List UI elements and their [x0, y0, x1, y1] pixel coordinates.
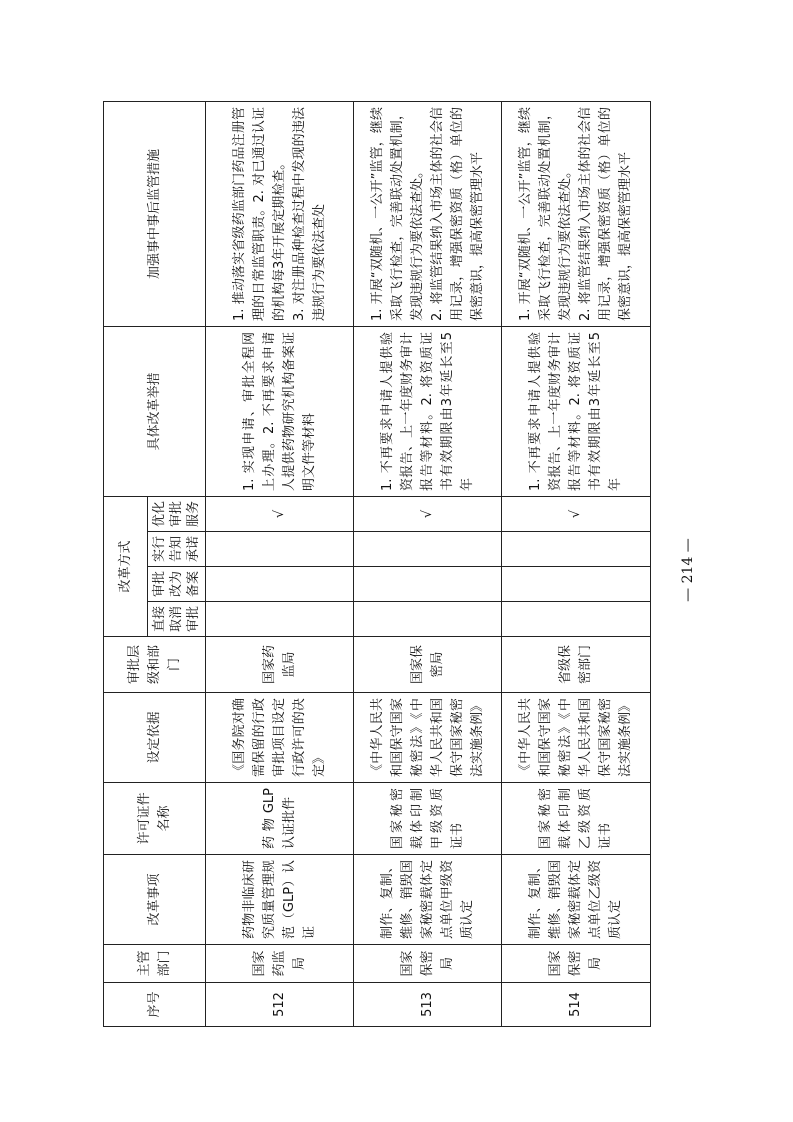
cell-specific: 1. 不再要求申请人提供验资报告、上一年度财务审计报告等材料。2. 将资质证书有效期限由3年延长至5年 [502, 326, 651, 496]
cell-supervision [502, 101, 651, 326]
cell-item: 制作、复制、维修、销毁国家秘密载体定点单位甲级资质认定 [354, 855, 502, 945]
cell-seq: 513 [354, 983, 502, 1027]
cell-dept: 国家药监局 [206, 945, 354, 983]
header-seq: 序号 [104, 983, 206, 1027]
supervision-line: 1. 推动落实省级药监部门药品注册管理的日常监管职责。2. 对已通过认证的机构每3年开展定期检查。 [231, 106, 287, 321]
header-mode-optimize: 优化审批服务 [148, 496, 206, 531]
cell-mode-cancel [354, 602, 502, 637]
cell-seq: 512 [206, 983, 354, 1027]
cell-license: 国家秘密载体印制甲级资质证书 [354, 783, 502, 855]
rotated-table-container [103, 102, 648, 1027]
supervision-line: 1. 开展“双随机、一公开”监管，继续采取飞行检查，完善联动处置机制，发现违规行为要依法查处。 [518, 106, 573, 321]
cell-specific: 1. 实现申请、审批全程网上办理。2. 不再要求申请人提供药物研究机构备案证明文件等材料 [206, 326, 354, 496]
cell-specific: 1. 不再要求申请人提供验资报告、上一年度财务审计报告等材料。2. 将资质证书有效期限由3年延长至5年 [354, 326, 502, 496]
cell-level: 省级保密部门 [502, 637, 651, 693]
table-row [502, 101, 651, 1026]
cell-item: 制作、复制、维修、销毁国家秘密载体定点单位乙级资质认定 [502, 855, 651, 945]
cell-seq: 514 [502, 983, 651, 1027]
cell-level: 国家保密局 [354, 637, 502, 693]
cell-mode-commitment [206, 532, 354, 567]
header-specific: 具体改革举措 [104, 326, 206, 496]
cell-supervision [354, 101, 502, 326]
header-supervision: 加强事中事后监管措施 [104, 101, 206, 326]
table-row [206, 101, 354, 1026]
page-number: — 214 — [679, 538, 696, 602]
supervision-line: 2. 将监管结果纳入市场主体的社会信用记录，增强保密资质（格）单位的保密意识，提高保密管理水平 [429, 106, 485, 321]
header-item: 改革事项 [104, 855, 206, 945]
table-row [354, 101, 502, 1026]
cell-basis: 《中华人民共和国保守国家秘密法》《中华人民共和国保守国家秘密法实施条例》 [354, 693, 502, 783]
cell-license: 药物GLP认证批件 [206, 783, 354, 855]
reform-table [103, 101, 651, 1027]
supervision-line: 3. 对注册品种检查过程中发现的违法违规行为要依法查处 [291, 106, 327, 321]
cell-mode-optimize: √ [502, 496, 651, 531]
cell-dept: 国家保密局 [354, 945, 502, 983]
cell-item: 药物非临床研究质量管理规范（GLP）认证 [206, 855, 354, 945]
header-mode-cancel: 直接取消审批 [148, 602, 206, 637]
header-license: 许可证件名称 [104, 783, 206, 855]
cell-mode-commitment [502, 532, 651, 567]
supervision-line: 2. 将监管结果纳入市场主体的社会信用记录，增强保密资质（格）单位的保密意识，提高保密管理水平 [578, 106, 633, 321]
cell-mode-filing [206, 567, 354, 602]
cell-supervision [206, 101, 354, 326]
header-mode-commitment: 实行告知承诺 [148, 532, 206, 567]
cell-mode-cancel [206, 602, 354, 637]
cell-mode-optimize: √ [354, 496, 502, 531]
header-row-1 [104, 101, 148, 1026]
cell-mode-filing [354, 567, 502, 602]
supervision-line: 1. 开展“双随机、一公开”监管，继续采取飞行检查，完善联动处置机制，发现违规行为要依法查处。 [369, 106, 425, 321]
cell-basis: 《国务院对确需保留的行政审批项目设定行政许可的决定》 [206, 693, 354, 783]
header-mode-filing: 审批改为备案 [148, 567, 206, 602]
cell-basis: 《中华人民共和国保守国家秘密法》《中华人民共和国保守国家秘密法实施条例》 [502, 693, 651, 783]
cell-level: 国家药监局 [206, 637, 354, 693]
cell-license: 国家秘密载体印制乙级资质证书 [502, 783, 651, 855]
cell-dept: 国家保密局 [502, 945, 651, 983]
header-dept: 主管部门 [104, 945, 206, 983]
cell-mode-cancel [502, 602, 651, 637]
cell-mode-commitment [354, 532, 502, 567]
cell-mode-optimize: √ [206, 496, 354, 531]
header-basis: 设定依据 [104, 693, 206, 783]
cell-mode-filing [502, 567, 651, 602]
header-mode: 改革方式 [104, 496, 148, 636]
header-level: 审批层级和部门 [104, 637, 206, 693]
